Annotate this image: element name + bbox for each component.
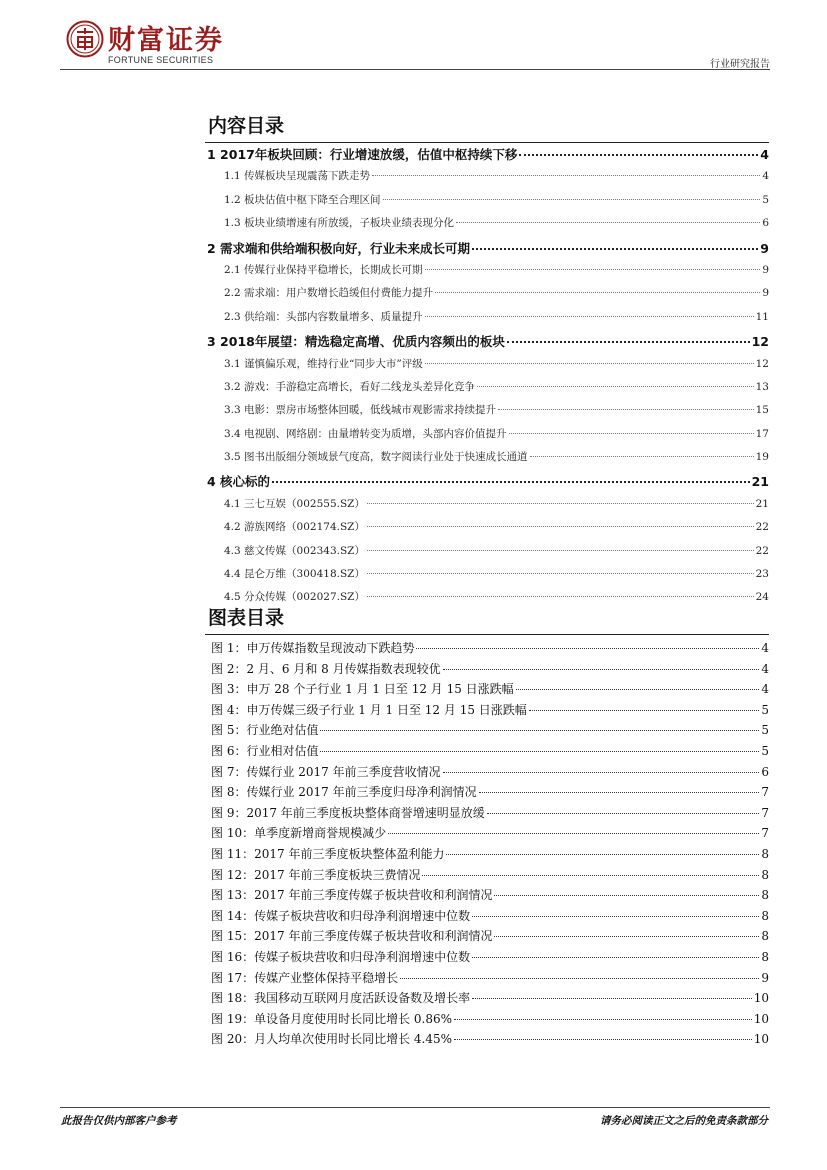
toc-entry-page-number: 11 [755, 310, 769, 323]
dot-leader [400, 978, 759, 979]
figures-title: 图表目录 [208, 607, 285, 629]
figure-entry-page-number: 6 [761, 764, 769, 779]
toc-entry[interactable] [205, 239, 769, 262]
figure-entry-page-number: 10 [753, 1032, 769, 1047]
figure-entry[interactable] [211, 721, 769, 742]
figure-entry-title: 图 5：行业绝对估值 [211, 723, 319, 738]
toc-entry-page-number: 15 [755, 404, 769, 417]
figure-entry[interactable] [211, 783, 769, 804]
toc-entry-title: 3.4 电视剧、网络剧：由量增转变为质增，头部内容价值提升 [224, 427, 507, 440]
toc-list [205, 145, 769, 613]
page-header [0, 0, 827, 72]
toc-entry[interactable] [205, 356, 769, 379]
figure-entry[interactable] [211, 989, 769, 1010]
toc-entry[interactable] [205, 496, 769, 519]
toc-entry-page-number: 17 [755, 427, 769, 440]
figure-entry-title: 图 4：申万传媒三级子行业 1 月 1 日至 12 月 15 日涨跌幅 [211, 702, 527, 717]
dot-leader [494, 895, 759, 896]
figure-entry-title: 图 20：月人均单次使用时长同比增长 4.45% [211, 1032, 453, 1047]
toc-entry-title: 4.4 昆仑万维（300418.SZ） [224, 568, 365, 581]
figure-entry-title: 图 16：传媒子板块营收和归母净利润增速中位数 [211, 949, 471, 964]
figure-entry[interactable] [211, 969, 769, 990]
dot-leader [472, 916, 759, 917]
figure-entry-page-number: 4 [761, 661, 769, 676]
footer-disclaimer-left: 此报告仅供内部客户参考 [61, 1115, 177, 1127]
figure-entry-page-number: 8 [761, 929, 769, 944]
dot-leader [367, 550, 754, 551]
dot-leader [367, 503, 754, 504]
toc-entry[interactable] [205, 285, 769, 308]
toc-entry[interactable] [205, 472, 769, 495]
toc-entry-page-number: 4 [760, 147, 769, 162]
toc-entry-page-number: 24 [755, 591, 769, 604]
figure-entry-title: 图 2：2 月、6 月和 8 月传媒指数表现较优 [211, 661, 441, 676]
figure-entry-page-number: 7 [761, 785, 769, 800]
figure-entry-page-number: 5 [761, 723, 769, 738]
figure-entry[interactable] [211, 1030, 769, 1051]
figure-entry-page-number: 9 [761, 970, 769, 985]
toc-entry[interactable] [205, 262, 769, 285]
figure-entry-page-number: 4 [761, 682, 769, 697]
figure-entry-title: 图 8：传媒行业 2017 年前三季度归母净利润情况 [211, 785, 477, 800]
toc-entry[interactable] [205, 402, 769, 425]
figure-entry[interactable] [211, 639, 769, 660]
dot-leader [443, 772, 760, 773]
figure-entry-page-number: 5 [761, 702, 769, 717]
toc-entry-page-number: 9 [762, 287, 769, 300]
toc-entry-page-number: 19 [755, 451, 769, 464]
toc-entry-page-number: 21 [751, 474, 769, 490]
toc-entry-title: 2 需求端和供给端积极向好，行业未来成长可期 [207, 240, 471, 256]
figure-entry-page-number: 7 [761, 805, 769, 820]
figure-entry-title: 图 1：申万传媒指数呈现波动下跌趋势 [211, 641, 415, 655]
toc-entry-page-number: 4 [762, 170, 769, 183]
dot-leader [472, 957, 759, 958]
toc-entry[interactable] [205, 566, 769, 589]
dot-leader [454, 1039, 752, 1040]
dot-leader [530, 456, 754, 457]
dot-leader [372, 175, 760, 176]
figure-entry-title: 图 15：2017 年前三季度传媒子板块营收和利润情况 [211, 929, 493, 944]
figure-entry[interactable] [211, 680, 769, 701]
brand-name-en: FORTUNE SECURITIES [108, 55, 214, 65]
dot-leader [443, 669, 760, 670]
toc-entry-title: 4.2 游族网络（002174.SZ） [224, 521, 365, 534]
toc-entry-page-number: 12 [751, 334, 769, 350]
dot-leader [435, 292, 760, 293]
toc-divider [205, 142, 769, 143]
dot-leader [446, 854, 759, 855]
toc-entry[interactable] [205, 332, 769, 355]
figure-entry-title: 图 6：行业相对估值 [211, 743, 319, 758]
dot-leader [479, 792, 760, 793]
figure-entry[interactable] [211, 907, 769, 928]
dot-leader [425, 363, 754, 364]
fortune-securities-logo-icon [66, 20, 104, 58]
dot-leader [367, 596, 754, 597]
toc-entry[interactable] [205, 145, 769, 168]
dot-leader [454, 1019, 752, 1020]
dot-leader [272, 481, 750, 483]
dot-leader [477, 386, 754, 387]
toc-entry[interactable] [205, 519, 769, 542]
figure-entry[interactable] [211, 660, 769, 681]
figure-entry-title: 图 18：我国移动互联网月度活跃设备数及增长率 [211, 991, 471, 1006]
dot-leader [388, 833, 759, 834]
toc-entry-title: 4 核心标的 [207, 474, 271, 490]
header-divider [60, 69, 770, 70]
toc-entry[interactable] [205, 543, 769, 566]
toc-entry[interactable] [205, 426, 769, 449]
dot-leader [487, 813, 760, 814]
toc-entry[interactable] [205, 589, 769, 612]
dot-leader [320, 730, 759, 731]
toc-entry[interactable] [205, 192, 769, 215]
dot-leader [494, 936, 759, 937]
dot-leader [383, 199, 761, 200]
figure-entry-title: 图 14：传媒子板块营收和归母净利润增速中位数 [211, 908, 471, 923]
figure-entry-title: 图 7：传媒行业 2017 年前三季度营收情况 [211, 764, 441, 779]
toc-entry-page-number: 9 [760, 240, 769, 256]
toc-entry-page-number: 6 [762, 217, 769, 230]
toc-entry[interactable] [205, 449, 769, 472]
figure-entry[interactable] [211, 927, 769, 948]
toc-entry-title: 1.3 板块业绩增速有所放缓，子板块业绩表现分化 [224, 217, 455, 230]
dot-leader [425, 269, 761, 270]
figure-entry-page-number: 8 [761, 888, 769, 903]
toc-entry-page-number: 21 [755, 497, 769, 510]
dot-leader [498, 409, 754, 410]
dot-leader [509, 433, 754, 434]
figure-entry-title: 图 12：2017 年前三季度板块三费情况 [211, 867, 421, 882]
toc-entry-title: 3.1 谨慎偏乐观，维持行业“同步大市”评级 [224, 357, 423, 370]
dot-leader [472, 248, 758, 250]
figure-entry[interactable] [211, 763, 769, 784]
figure-entry-title: 图 10：单季度新增商誉规模减少 [211, 826, 387, 841]
figure-entry[interactable] [211, 1010, 769, 1031]
figure-entry-page-number: 8 [761, 846, 769, 861]
figure-entry-page-number: 8 [761, 908, 769, 923]
figure-entry[interactable] [211, 845, 769, 866]
toc-entry-title: 1 2017年板块回顾：行业增速放缓，估值中枢持续下移 [207, 147, 518, 162]
toc-entry-page-number: 5 [762, 193, 769, 206]
toc-entry-title: 4.3 慈文传媒（002343.SZ） [224, 544, 365, 557]
toc-entry-page-number: 9 [762, 263, 769, 276]
figure-entry[interactable] [211, 886, 769, 907]
figure-entry[interactable] [211, 948, 769, 969]
toc-entry-title: 1.1 传媒板块呈现震荡下跌走势 [224, 170, 371, 183]
figure-entry[interactable] [211, 742, 769, 763]
toc-entry-page-number: 22 [755, 521, 769, 534]
figure-entry[interactable] [211, 804, 769, 825]
figure-entry-page-number: 8 [761, 867, 769, 882]
figure-entry-page-number: 4 [761, 641, 769, 655]
dot-leader [422, 875, 759, 876]
toc-entry-title: 2.1 传媒行业保持平稳增长，长期成长可期 [224, 263, 423, 276]
dot-leader [507, 341, 750, 343]
dot-leader [425, 316, 754, 317]
toc-entry-title: 4.1 三七互娱（002555.SZ） [224, 497, 365, 510]
footer-divider [60, 1107, 770, 1108]
toc-entry-title: 3.5 图书出版细分领域景气度高，数字阅读行业处于快速成长通道 [224, 451, 528, 464]
figure-entry-page-number: 7 [761, 826, 769, 841]
brand-name-cn: 财富证券 [108, 25, 224, 56]
dot-leader [519, 154, 758, 156]
toc-title: 内容目录 [208, 115, 285, 137]
toc-entry[interactable] [205, 168, 769, 191]
figures-list [211, 639, 769, 1051]
figure-entry-page-number: 5 [761, 743, 769, 758]
dot-leader [416, 648, 759, 649]
figure-entry[interactable] [211, 866, 769, 887]
figure-entry-page-number: 8 [761, 949, 769, 964]
toc-entry[interactable] [205, 379, 769, 402]
toc-entry[interactable] [205, 215, 769, 238]
toc-entry-title: 1.2 板块估值中枢下降至合理区间 [224, 193, 381, 206]
dot-leader [472, 998, 752, 999]
toc-entry-title: 3.3 电影：票房市场整体回暖，低线城市观影需求持续提升 [224, 404, 497, 417]
figure-entry-title: 图 9：2017 年前三季度板块整体商誉增速明显放缓 [211, 805, 485, 820]
toc-entry-title: 3 2018年展望：精选稳定高增、优质内容频出的板块 [207, 334, 505, 350]
figure-entry-title: 图 11：2017 年前三季度板块整体盈利能力 [211, 846, 445, 861]
dot-leader [367, 573, 754, 574]
dot-leader [367, 526, 754, 527]
dot-leader [516, 689, 760, 690]
dot-leader [456, 222, 760, 223]
figure-entry-title: 图 13：2017 年前三季度传媒子板块营收和利润情况 [211, 888, 493, 903]
figure-entry-title: 图 3：申万 28 个子行业 1 月 1 日至 12 月 15 日涨跌幅 [211, 682, 514, 697]
report-type-label: 行业研究报告 [710, 59, 770, 70]
dot-leader [529, 710, 760, 711]
figure-entry[interactable] [211, 701, 769, 722]
figures-divider [205, 634, 769, 635]
toc-entry[interactable] [205, 309, 769, 332]
footer-disclaimer-right: 请务必阅读正文之后的免责条款部分 [600, 1115, 768, 1127]
figure-entry[interactable] [211, 824, 769, 845]
figure-entry-title: 图 19：单设备月度使用时长同比增长 0.86% [211, 1011, 453, 1026]
toc-entry-title: 2.2 需求端：用户数增长趋缓但付费能力提升 [224, 287, 434, 300]
figure-entry-page-number: 10 [753, 1011, 769, 1026]
toc-entry-title: 2.3 供给端：头部内容数量增多、质量提升 [224, 310, 423, 323]
figure-entry-page-number: 10 [753, 991, 769, 1006]
toc-entry-page-number: 12 [755, 357, 769, 370]
toc-entry-title: 4.5 分众传媒（002027.SZ） [224, 591, 365, 604]
toc-entry-title: 3.2 游戏：手游稳定高增长，看好二线龙头差异化竞争 [224, 380, 476, 393]
toc-entry-page-number: 23 [755, 568, 769, 581]
toc-entry-page-number: 13 [755, 380, 769, 393]
figure-entry-title: 图 17：传媒产业整体保持平稳增长 [211, 970, 399, 985]
toc-entry-page-number: 22 [755, 544, 769, 557]
dot-leader [320, 751, 759, 752]
